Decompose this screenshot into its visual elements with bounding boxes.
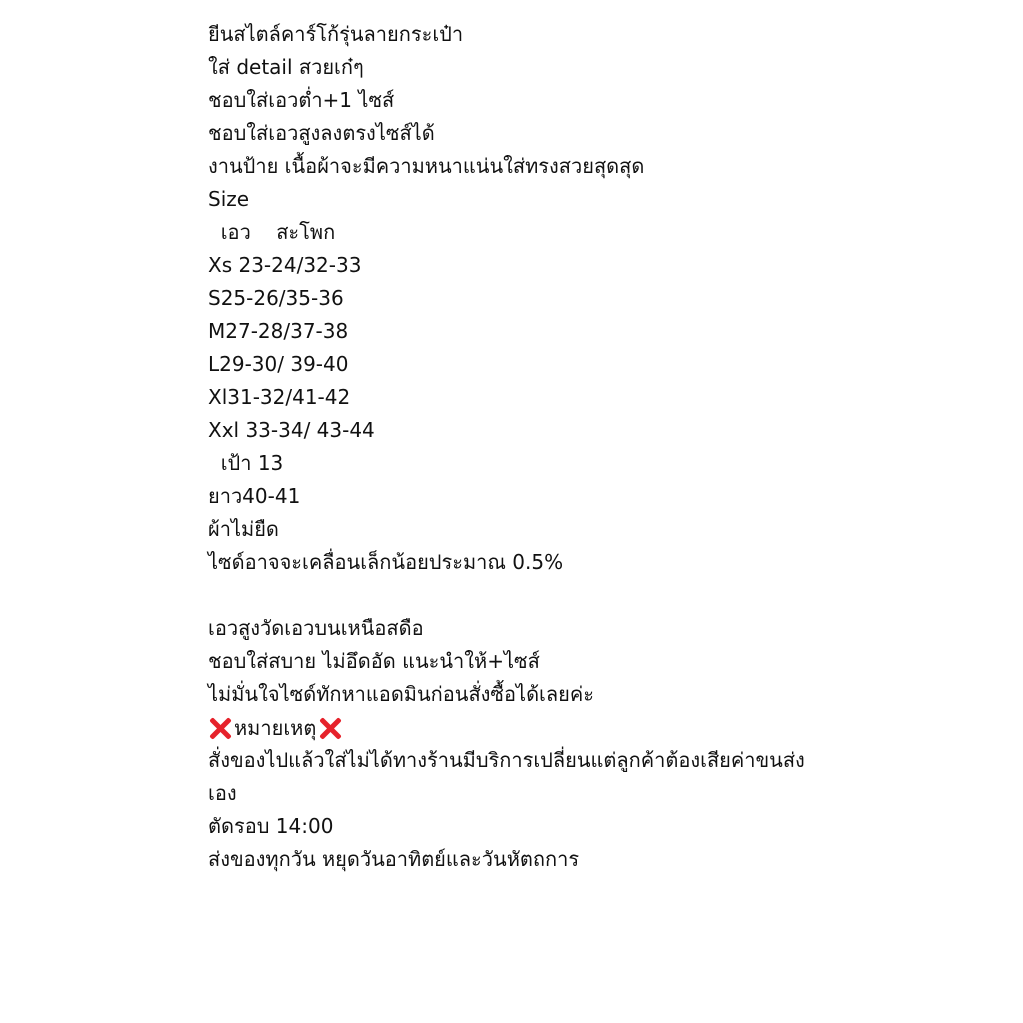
shipping-schedule: ส่งของทุกวัน หยุดวันอาทิตย์และวันหัตถการ: [208, 847, 580, 871]
rise-measurement: เป้า 13: [208, 451, 284, 475]
length-measurement: ยาว40-41: [208, 484, 301, 508]
size-tolerance-note: ไซด์อาจจะเคลื่อนเล็กน้อยประมาณ 0.5%: [208, 550, 564, 574]
spacer: [208, 579, 1008, 612]
description-line: ไม่มั่นใจไซด์ทักหาแอดมินก่อนสั่งซื้อได้เลยค่ะ: [208, 682, 594, 706]
description-line: เอง: [208, 781, 237, 805]
cross-mark-icon: [208, 716, 232, 740]
cross-mark-icon: [318, 716, 342, 740]
size-columns-header: เอว สะโพก: [208, 220, 336, 244]
size-row-xxl: Xxl 33-34/ 43-44: [208, 418, 375, 442]
size-row-m: M27-28/37-38: [208, 319, 349, 343]
description-line: ยีนสไตล์คาร์โก้รุ่นลายกระเป๋า: [208, 22, 464, 46]
description-line: สั่งของไปแล้วใส่ไม่ได้ทางร้านมีบริการเปลี่ยนแต่ลูกค้าต้องเสียค่าขนส่ง: [208, 748, 805, 772]
size-row-s: S25-26/35-36: [208, 286, 344, 310]
product-description: [208, 18, 1008, 876]
size-row-l: L29-30/ 39-40: [208, 352, 349, 376]
fabric-note: ผ้าไม่ยืด: [208, 517, 279, 541]
description-line: ชอบใส่เอวต่ำ+1 ไซส์: [208, 88, 395, 112]
size-row-xl: Xl31-32/41-42: [208, 385, 351, 409]
description-line: ใส่ detail สวยเก๋ๆ: [208, 55, 364, 79]
cutoff-time: ตัดรอบ 14:00: [208, 814, 334, 838]
description-line: ชอบใส่เอวสูงลงตรงไซส์ได้: [208, 121, 435, 145]
description-line: เอวสูงวัดเอวบนเหนือสดือ: [208, 616, 424, 640]
description-line: งานป้าย เนื้อผ้าจะมีความหนาแน่นใส่ทรงสวยสุดสุด: [208, 154, 645, 178]
size-row-xs: Xs 23-24/32-33: [208, 253, 362, 277]
remark-heading: [208, 711, 1008, 744]
description-line: ชอบใส่สบาย ไม่อึดอัด แนะนำให้+ไซส์: [208, 649, 540, 673]
remark-label: หมายเหตุ: [234, 715, 317, 740]
size-heading: Size: [208, 187, 250, 211]
